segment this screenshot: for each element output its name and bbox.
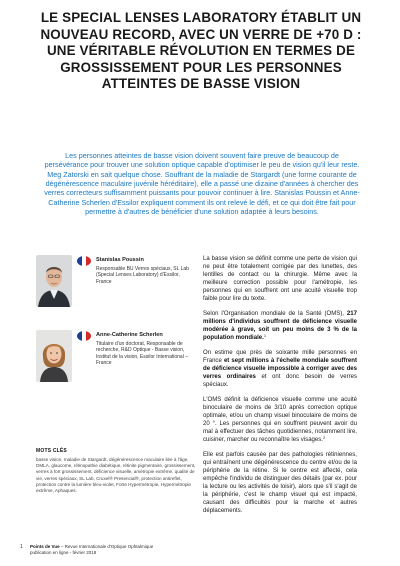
article-body xyxy=(203,256,357,523)
body-text: et ont donc besoin de verres spéciaux. xyxy=(203,373,357,388)
author-role: Responsable BU Verres spéciaux, SL Lab (Special Lenses Laboratory) d'Essilor, France xyxy=(96,266,189,285)
france-flag-icon xyxy=(77,331,91,341)
article-title: LE SPECIAL LENSES LABORATORY ÉTABLIT UN NOUVEAU RECORD, AVEC UN VERRE DE +70 D : UNE VÉRITABLE RÉVOLUTION EN TERMES DE GROSSISSEMENT POUR LES PERSONNES ATTEINTES DE BASSE VISION xyxy=(40,10,362,92)
body-text: On estime que près de soixante mille personnes en France xyxy=(203,350,357,365)
keywords-text: basse vision, maladie de Stargardt, dégénérescence maculaire liée à l'âge, DMLA, glaucome, rétinopathie diabétique, rétinite pigmentaire, grossissement, verres à fort grossissement, déficience visuelle, amétropie extrême, qualité de vie, verres spéciaux, SL Lab, Cruxel® Presencial®, protection antireflet, protection contre la lumière bleu-violet, Forte Hypermétropie, Hypermétropie extrême, Aphaques. xyxy=(36,457,196,494)
flag-stripe-red xyxy=(86,331,91,341)
journal-name: Points de Vue xyxy=(30,544,60,549)
france-flag-icon xyxy=(77,256,91,266)
author-photo-female xyxy=(36,330,72,382)
author-card-stanislas-poussin xyxy=(36,255,196,315)
body-text: L'OMS définit la déficience visuelle comme une acuité binoculaire de moins de 3/10 après correction optique optimale, et/ou un champ visuel binoculaire de moins de 20 °. Les personnes qui en souffrent peuvent avoir du mal à effectuer des tâches quotidiennes, notamment lire, cuisiner, marcher ou reconnaître les visages. xyxy=(203,397,357,443)
author-name: Anne-Catherine Scherlen xyxy=(96,332,163,338)
author-photo-male xyxy=(36,255,72,307)
body-paragraph: Elle est parfois causée par des pathologies rétiniennes, qui entraînent une dégénérescence du centre et/ou de la périphérie de la rétine. Si le centre est affecté, cela empêche l'individu de distinguer des détails (par ex. pour la lecture ou les activités de loisir), alors que s'il s'agit de la périphérie, c'est le champ visuel qui est impacté, causant des difficultés pour la marche et autres déplacements. xyxy=(203,452,357,514)
journal-subtitle: – Revue Internationale d'Optique Ophtalmique xyxy=(59,544,154,549)
body-text: Selon l'Organisation mondiale de la Santé (OMS), xyxy=(203,311,347,318)
body-paragraph xyxy=(203,350,357,390)
author-role: Titulaire d'un doctorat, Responsable de recherche, R&D Optique - Basse vision, Institut de la vision, Essilor International – France xyxy=(96,341,188,366)
body-paragraph: La basse vision se définit comme une perte de vision qui ne peut être totalement corrigée par des lunettes, des lentilles de contact ou la chirurgie. Même avec la meilleure correction possible pour l'amétropie, les personnes qui en souffrent ont une acuité visuelle trop faible pour lire du texte. xyxy=(203,256,357,302)
flag-stripe-red xyxy=(86,256,91,266)
author-name: Stanislas Poussin xyxy=(96,257,144,263)
author-card-anne-catherine-scherlen xyxy=(36,330,196,390)
body-paragraph xyxy=(203,311,357,343)
keywords-box xyxy=(36,448,198,494)
footer-citation xyxy=(30,544,153,555)
body-paragraph xyxy=(203,397,357,444)
publication-line: publication en ligne - février 2018 xyxy=(30,549,97,555)
keywords-title: MOTS CLÉS xyxy=(36,448,67,454)
page-number: 1 xyxy=(20,544,23,550)
footnote-ref: 1 xyxy=(263,332,267,338)
footnote-ref: 2 xyxy=(323,434,326,440)
article-intro: Les personnes atteintes de basse vision doivent souvent faire preuve de beaucoup de persévérance pour trouver une solution optique capable d'optimiser le peu de vision qu'il leur reste. Meg Zatorski en sait quelque chose. Souffrant de la maladie de Stargardt (une forme courante de dégénérescence maculaire juvénile héréditaire), elle a passé une dizaine d'années à chercher des verres correcteurs suffisamment puissants pour pouvoir continuer à lire. Stanislas Poussin et Anne-Catherine Scherlen d'Essilor expliquent comment ils ont relevé le défi, et ce qui doit être fait pour permettre à d'autres de bénéficier d'une solution adaptée à leurs besoins. xyxy=(44,151,360,217)
body-emphasis: et sept millions à l'échelle mondiale souffrent de déficience visuelle impossible à corriger avec des verres ordinaires xyxy=(203,358,358,380)
body-emphasis: 217 millions d'individus souffrent de déficience visuelle modérée à grave, soit un peu moins de 3 % de la population mondiale. xyxy=(203,311,357,341)
